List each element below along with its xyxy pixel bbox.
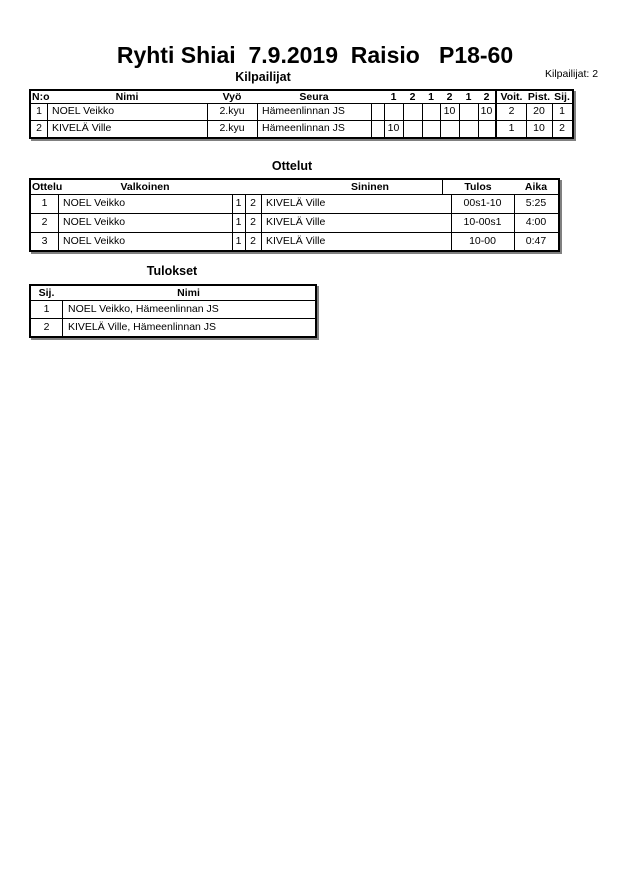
col-header-result: Tulos: [464, 180, 492, 193]
cell-place: 1: [559, 105, 565, 118]
cell-belt: 2.kyu: [219, 122, 245, 135]
cell-blue-name: KIVELÄ Ville: [266, 234, 326, 247]
col-header-wins: Voit.: [500, 91, 523, 103]
cell-score: 10: [443, 105, 456, 118]
cell-score: [422, 120, 440, 137]
col-header-match: Ottelu: [32, 180, 63, 193]
cell-result: 00s1-10: [463, 197, 502, 210]
results-table: [29, 284, 317, 338]
cell-name: KIVELÄ Ville: [52, 122, 112, 135]
col-header-white: Valkoinen: [120, 180, 170, 193]
section-title-kilpailijat: Kilpailijat: [235, 70, 291, 84]
cell-no: 2: [36, 122, 42, 135]
col-header-name: Nimi: [115, 91, 139, 103]
cell-result: 10-00: [469, 234, 496, 247]
cell-white-name: NOEL Veikko: [63, 197, 126, 210]
section-title-ottelut: Ottelut: [271, 159, 313, 173]
cell-match-no: 1: [41, 197, 48, 210]
col-header-round: 1: [390, 91, 397, 103]
grid-line: [442, 180, 443, 194]
competitor-count: Kilpailijat: 2: [545, 68, 599, 80]
cell-club: Hämeenlinnan JS: [262, 105, 345, 118]
cell-score: [403, 120, 422, 137]
cell-score: [459, 103, 478, 120]
cell-score: [403, 103, 422, 120]
col-header-points: Pist.: [527, 91, 551, 103]
cell-place: 1: [43, 302, 50, 315]
cell-club: Hämeenlinnan JS: [262, 122, 345, 135]
col-header-blue: Sininen: [351, 180, 389, 193]
col-header-round: 1: [465, 91, 472, 103]
col-header-place: Sij.: [38, 286, 55, 299]
cell-blue-no: 2: [250, 234, 256, 247]
cell-blue-name: KIVELÄ Ville: [266, 197, 326, 210]
cell-no: 1: [36, 105, 42, 118]
cell-blue-no: 2: [250, 197, 256, 210]
cell-time: 4:00: [525, 216, 547, 229]
cell-time: 0:47: [525, 234, 547, 247]
col-header-round: 2: [409, 91, 416, 103]
cell-score: 10: [387, 122, 400, 135]
cell-white-no: 1: [235, 216, 242, 229]
cell-white-name: NOEL Veikko: [63, 216, 126, 229]
cell-score: [422, 103, 440, 120]
cell-wins: 2: [508, 105, 515, 118]
col-header-time: Aika: [524, 180, 548, 193]
cell-points: 20: [533, 105, 545, 118]
cell-white-no: 1: [235, 234, 242, 247]
cell-points: 10: [533, 122, 545, 135]
page-title: Ryhti Shiai 7.9.2019 Raisio P18-60: [116, 42, 514, 68]
col-header-round: 2: [446, 91, 453, 103]
matches-table: [29, 178, 560, 252]
cell-belt: 2.kyu: [219, 105, 245, 118]
col-header-belt: Vyö: [222, 91, 242, 103]
cell-match-no: 2: [41, 216, 48, 229]
cell-white-no: 1: [235, 197, 242, 210]
section-title-tulokset: Tulokset: [146, 264, 198, 278]
cell-place: 2: [43, 320, 50, 333]
cell-score: 10: [480, 105, 493, 118]
cell-score: [384, 103, 403, 120]
col-header-round: 2: [483, 91, 490, 103]
cell-name: NOEL Veikko: [52, 105, 115, 118]
cell-blue-no: 2: [250, 216, 256, 229]
col-header-club: Seura: [299, 91, 329, 103]
cell-score: [440, 120, 459, 137]
cell-blue-name: KIVELÄ Ville: [266, 216, 326, 229]
cell-wins: 1: [508, 122, 515, 135]
competitors-table: [29, 89, 574, 139]
cell-time: 5:25: [525, 197, 547, 210]
cell-result: 10-00s1: [463, 216, 502, 229]
cell-score: [459, 120, 478, 137]
col-header-name: Nimi: [177, 286, 200, 299]
col-header-round: 1: [428, 91, 434, 103]
cell-place: 2: [559, 122, 565, 135]
col-header-no: N:o: [32, 91, 50, 103]
cell-match-no: 3: [41, 234, 48, 247]
cell-white-name: NOEL Veikko: [63, 234, 126, 247]
cell-name: NOEL Veikko, Hämeenlinnan JS: [68, 302, 219, 315]
col-header-place: Sij.: [554, 91, 570, 103]
cell-score: [478, 120, 495, 137]
cell-name: KIVELÄ Ville, Hämeenlinnan JS: [68, 320, 217, 333]
